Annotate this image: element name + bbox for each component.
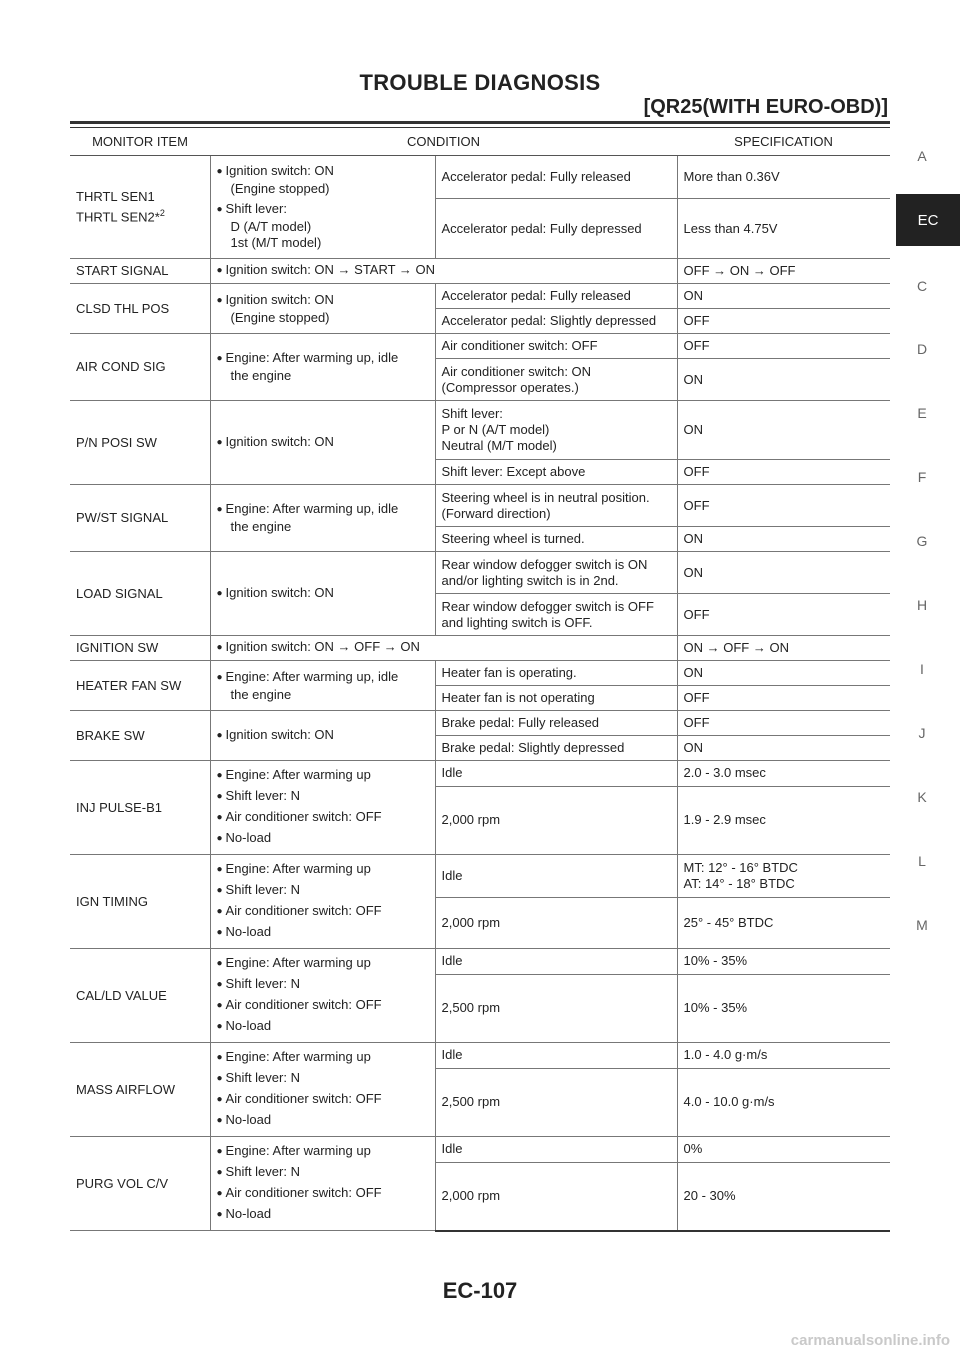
section-index-m[interactable]: M: [916, 917, 928, 933]
page-number: EC-107: [442, 1278, 518, 1303]
sub-condition-cell: Brake pedal: Fully released: [435, 711, 677, 736]
table-row: [70, 1137, 890, 1163]
sub-condition-cell: Steering wheel is turned.: [435, 527, 677, 552]
table-row: [70, 485, 890, 527]
condition-cell: ● Ignition switch: ON (Engine stopped): [210, 284, 435, 334]
condition-cell: ● Engine: After warming up ● Shift lever: N ● Air conditioner switch: OFF ● No-load: [210, 855, 435, 949]
table-row: [70, 284, 890, 309]
condition-cell: ● Engine: After warming up ● Shift lever: N ● Air conditioner switch: OFF ● No-load: [210, 1137, 435, 1231]
header-condition: CONDITION: [210, 129, 677, 156]
specification-cell: ON: [677, 552, 890, 594]
sub-condition-cell: Heater fan is operating.: [435, 661, 677, 686]
specification-cell: OFF: [677, 460, 890, 485]
sub-condition-cell: Accelerator pedal: Slightly depressed: [435, 309, 677, 334]
section-index-l[interactable]: L: [918, 853, 926, 869]
table-row: [70, 711, 890, 736]
specification-cell: 1.9 - 2.9 msec: [677, 786, 890, 854]
condition-cell: ● Engine: After warming up, idle the engine: [210, 334, 435, 401]
monitor-item-cell: IGNITION SW: [70, 636, 210, 661]
sub-condition-cell: 2,000 rpm: [435, 897, 677, 948]
section-index-f[interactable]: F: [917, 469, 927, 485]
specification-cell: ON: [677, 401, 890, 460]
table-row: [70, 949, 890, 975]
condition-cell: ● Engine: After warming up ● Shift lever: N ● Air conditioner switch: OFF ● No-load: [210, 1043, 435, 1137]
table-header-row: [70, 129, 890, 156]
sub-condition-cell: Air conditioner switch: OFF: [435, 334, 677, 359]
specification-cell: ON: [677, 284, 890, 309]
condition-cell: ● Engine: After warming up, idle the engine: [210, 661, 435, 711]
specification-cell: 10% - 35%: [677, 949, 890, 975]
monitor-spec-table: [70, 129, 890, 1232]
section-index-d[interactable]: D: [916, 341, 928, 357]
sub-condition-cell: Heater fan is not operating: [435, 686, 677, 711]
sub-condition-cell: Accelerator pedal: Fully released: [435, 284, 677, 309]
condition-cell: ● Ignition switch: ON → START → ON: [210, 259, 677, 284]
monitor-item-cell: THRTL SEN1 THRTL SEN2*$^2$: [70, 156, 210, 259]
specification-cell: 2.0 - 3.0 msec: [677, 761, 890, 787]
section-index-j[interactable]: J: [918, 725, 926, 741]
specification-cell: OFF → ON → OFF: [677, 259, 890, 284]
section-index-i[interactable]: I: [920, 661, 924, 677]
section-index-k[interactable]: K: [917, 789, 927, 805]
specification-cell: ON: [677, 736, 890, 761]
sub-condition-cell: 2,500 rpm: [435, 1068, 677, 1136]
watermark: carmanualsonline.info: [790, 1332, 950, 1349]
specification-cell: 0%: [677, 1137, 890, 1163]
sub-condition-cell: Idle: [435, 1043, 677, 1069]
monitor-item-cell: CAL/LD VALUE: [70, 949, 210, 1043]
monitor-item-cell: IGN TIMING: [70, 855, 210, 949]
specification-cell: OFF: [677, 686, 890, 711]
monitor-item-cell: BRAKE SW: [70, 711, 210, 761]
specification-cell: OFF: [677, 594, 890, 636]
sub-condition-cell: Accelerator pedal: Fully released: [435, 156, 677, 199]
sub-condition-cell: Idle: [435, 761, 677, 787]
table-row: [70, 761, 890, 787]
condition-cell: ● Engine: After warming up, idle the engine: [210, 485, 435, 552]
sub-condition-cell: Idle: [435, 949, 677, 975]
specification-cell: 1.0 - 4.0 g·m/s: [677, 1043, 890, 1069]
sub-condition-cell: 2,500 rpm: [435, 974, 677, 1042]
monitor-item-cell: CLSD THL POS: [70, 284, 210, 334]
specification-cell: OFF: [677, 334, 890, 359]
specification-cell: MT: 12° - 16° BTDC AT: 14° - 18° BTDC: [677, 855, 890, 898]
specification-cell: Less than 4.75V: [677, 199, 890, 259]
sub-condition-cell: Shift lever: Except above: [435, 460, 677, 485]
header-specification: SPECIFICATION: [677, 129, 890, 156]
sub-condition-cell: 2,000 rpm: [435, 786, 677, 854]
table-row: [70, 259, 890, 284]
section-index-h[interactable]: H: [916, 597, 928, 613]
section-tab-ec[interactable]: EC: [896, 194, 960, 246]
monitor-item-cell: PW/ST SIGNAL: [70, 485, 210, 552]
section-index-e[interactable]: E: [917, 405, 927, 421]
monitor-item-cell: LOAD SIGNAL: [70, 552, 210, 636]
specification-cell: 10% - 35%: [677, 974, 890, 1042]
section-index-g[interactable]: G: [916, 533, 928, 549]
sub-condition-cell: Idle: [435, 855, 677, 898]
header-rule-thick: [70, 121, 890, 124]
monitor-item-cell: AIR COND SIG: [70, 334, 210, 401]
monitor-item-cell: START SIGNAL: [70, 259, 210, 284]
specification-cell: OFF: [677, 485, 890, 527]
section-index-c[interactable]: C: [916, 278, 928, 294]
sub-condition-cell: Idle: [435, 1137, 677, 1163]
specification-cell: ON → OFF → ON: [677, 636, 890, 661]
specification-cell: ON: [677, 661, 890, 686]
monitor-item-cell: HEATER FAN SW: [70, 661, 210, 711]
sub-condition-cell: Rear window defogger switch is OFF and lighting switch is OFF.: [435, 594, 677, 636]
sub-condition-cell: Air conditioner switch: ON (Compressor operates.): [435, 359, 677, 401]
sub-condition-cell: 2,000 rpm: [435, 1162, 677, 1230]
table-row: [70, 855, 890, 898]
sub-condition-cell: Shift lever: P or N (A/T model) Neutral (M/T model): [435, 401, 677, 460]
table-row: [70, 401, 890, 460]
monitor-item-cell: P/N POSI SW: [70, 401, 210, 485]
header-rule-thin: [70, 127, 890, 128]
sub-condition-cell: Rear window defogger switch is ON and/or lighting switch is in 2nd.: [435, 552, 677, 594]
page-subtitle: [QR25(WITH EURO-OBD)]: [643, 96, 888, 118]
specification-cell: 20 - 30%: [677, 1162, 890, 1230]
condition-cell: ● Ignition switch: ON (Engine stopped) ● Shift lever: D (A/T model) 1st (M/T model): [210, 156, 435, 259]
sub-condition-cell: Steering wheel is in neutral position. (Forward direction): [435, 485, 677, 527]
condition-cell: ● Engine: After warming up ● Shift lever: N ● Air conditioner switch: OFF ● No-load: [210, 949, 435, 1043]
condition-cell: ● Ignition switch: ON: [210, 552, 435, 636]
condition-cell: ● Ignition switch: ON → OFF → ON: [210, 636, 677, 661]
section-index-a[interactable]: A: [917, 148, 927, 164]
condition-cell: ● Ignition switch: ON: [210, 711, 435, 761]
monitor-item-cell: MASS AIRFLOW: [70, 1043, 210, 1137]
table-row: [70, 334, 890, 359]
specification-cell: More than 0.36V: [677, 156, 890, 199]
monitor-item-cell: INJ PULSE-B1: [70, 761, 210, 855]
monitor-item-cell: PURG VOL C/V: [70, 1137, 210, 1231]
specification-cell: 4.0 - 10.0 g·m/s: [677, 1068, 890, 1136]
condition-cell: ● Ignition switch: ON: [210, 401, 435, 485]
table-row: [70, 661, 890, 686]
specification-cell: OFF: [677, 711, 890, 736]
specification-cell: 25° - 45° BTDC: [677, 897, 890, 948]
sub-condition-cell: Brake pedal: Slightly depressed: [435, 736, 677, 761]
table-row: [70, 1043, 890, 1069]
sub-condition-cell: Accelerator pedal: Fully depressed: [435, 199, 677, 259]
specification-cell: ON: [677, 527, 890, 552]
specification-cell: OFF: [677, 309, 890, 334]
table-row: [70, 156, 890, 199]
specification-cell: ON: [677, 359, 890, 401]
table-row: [70, 552, 890, 594]
header-monitor-item: MONITOR ITEM: [70, 129, 210, 156]
table-row: [70, 636, 890, 661]
condition-cell: ● Engine: After warming up ● Shift lever: N ● Air conditioner switch: OFF ● No-load: [210, 761, 435, 855]
page-title: TROUBLE DIAGNOSIS: [359, 70, 601, 95]
